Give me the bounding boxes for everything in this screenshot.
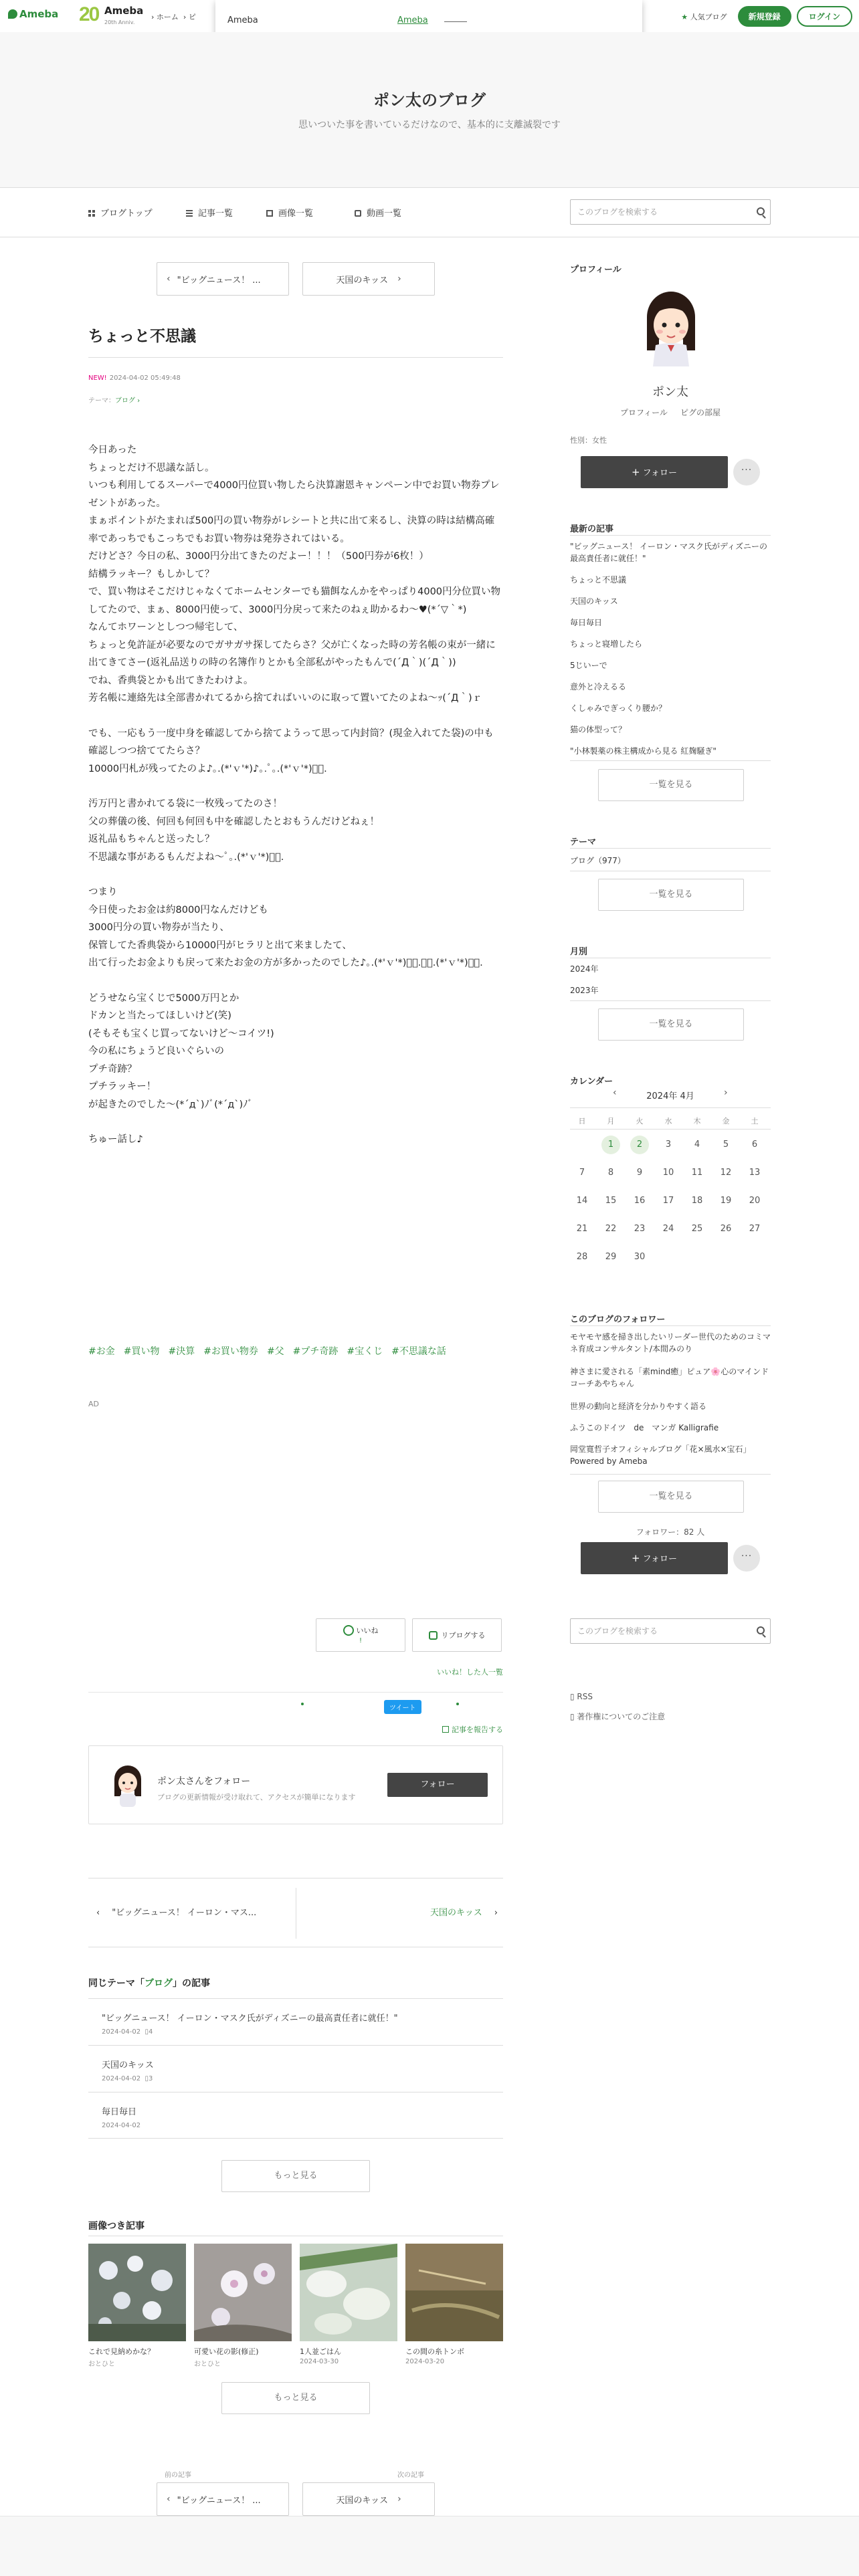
related-more-button[interactable]: もっと見る (221, 2160, 370, 2192)
follow-box-subtitle: ブログの更新情報が受け取れて、アクセスが簡単になります (157, 1793, 356, 1802)
profile-heading: プロフィール (570, 265, 622, 275)
list-item[interactable]: "ビッグニュース！ イーロン・マスク氏がディズニーの最高責任者に就任！" 2024-04-02 ▯4 (88, 1998, 503, 2045)
month-link[interactable]: 2023年 (570, 986, 599, 995)
related-title: 同じテーマ「ブログ」の記事 (88, 1978, 210, 1989)
calendar-day: 20 (749, 1196, 761, 1206)
popular-blog-link[interactable]: ★ 人気ブログ (681, 12, 727, 21)
next-label: 次の記事 (397, 2472, 424, 2479)
plus-icon: + (632, 466, 640, 478)
hashtag-list (88, 1344, 446, 1358)
calendar-weekday: 土 (751, 1117, 759, 1125)
divider (570, 535, 771, 536)
anniversary-logo: 20 Ameba 20th Anniv. (79, 3, 144, 25)
theme-list-more-button[interactable]: 一覧を見る (598, 879, 744, 911)
blog-title[interactable]: ポン太のブログ (373, 91, 486, 110)
list-item[interactable]: 天国のキッス 2024-04-02 ▯3 (88, 2045, 503, 2092)
next-article-button[interactable]: 天国のキッス › (302, 262, 435, 296)
hashtag[interactable]: #お金 (88, 1346, 115, 1357)
calendar-day: 29 (605, 1252, 617, 1262)
rss-link[interactable]: ▯ RSS (570, 1692, 593, 1701)
follower-link[interactable]: ふうこのドイツ de マンガ Kalligrafie (570, 1423, 719, 1432)
document-icon: ▯ (570, 1712, 577, 1721)
follow-box (88, 1745, 503, 1824)
hashtag[interactable]: #不思議な話 (391, 1346, 446, 1357)
calendar-day: 9 (636, 1168, 643, 1178)
plus-icon: + (632, 1552, 640, 1564)
share-divider (88, 1692, 503, 1693)
follow-box-title: ポン太さんをフォロー (157, 1776, 251, 1787)
tweet-button[interactable]: ツイート (384, 1700, 421, 1714)
thumbnail-title[interactable]: 1人並ごはん (300, 2347, 341, 2356)
calendar-weekday: 日 (578, 1117, 586, 1125)
blog-nav (0, 187, 859, 237)
paragraph: つまり 今日使ったお金は約8000円なんだけども 3000円分の買い物券が当たり、 保管してた香典袋から10000円がヒラリと出て来ましたて、 出て行ったお金よりも戻って来たお金の方が多かったのでした♪｡.(*'ｖ'*)ﾟ｡.ﾟ｡.(*'ｖ'*)ﾟ｡. (88, 887, 483, 968)
search-icon[interactable] (757, 1626, 765, 1634)
more-options-button[interactable]: ··· (733, 1545, 760, 1572)
thumbnail[interactable] (88, 2244, 186, 2341)
sidebar-search-input[interactable]: このブログを検索する (570, 1618, 771, 1644)
theme-link[interactable]: ブログ (115, 397, 135, 405)
thumbnail-title[interactable]: 可愛い花の影(修正) (194, 2347, 259, 2356)
thumbnail-title[interactable]: この間の糸トンボ (405, 2347, 464, 2356)
divider (570, 1129, 771, 1130)
related-theme-link[interactable]: ブログ (145, 1978, 173, 1989)
followers-heading: このブログのフォロワー (570, 1315, 666, 1325)
article-navigation (88, 1878, 503, 1947)
comment-icon: ▯ (145, 2075, 149, 2082)
followers-more-button[interactable]: 一覧を見る (598, 1481, 744, 1513)
comment-icon: ▯ (145, 2028, 149, 2036)
latest-article-link[interactable]: くしゃみでぎっくり腰か？ (570, 704, 667, 713)
latest-heading: 最新の記事 (570, 524, 614, 534)
paragraph: 今日あった ちょっとだけ不思議な話し。 いつも利用してるスーパーで4000円位買い物したら決算謝恩キャンペーン中でお買い物券プレゼントがあった。 まぁポイントがたまれば500円の買い物券がレシートと共に出て来るし、決算の時は結構高確率であっちでもこっちでもお買い物券は発券されてはいる。 だけどさ？今日の私、3000円分出てきたのだよー！！！（500円券が6枚！） 結構ラッキー？もしかして？ で、買い物はそこだけじゃなくてホームセンターでも猫餌なんかをやっぱり4000円分位買い物してたので、まぁ、8000円使って、3000円分戻って来たのねぇ助かるわ〜♥(*´▽｀*) なんてホワーンとしつつ帰宅して、 ちょっと免許証が必要なのでガサガサ探してたらさ？父が亡くなった時の芳名帳の束が一緒に出てきてさー(返礼品送りの時の名簿作りとかも全部私がやったもんで(´Д｀)(´Д｀)) でね、香典袋とかも出てきたわけよ。 芳名帳に連絡先は全部書かれてるから捨てればいいのに取って置いてたのよね〜ｯ(´Д｀)ｒ (88, 445, 501, 704)
footer-strip (0, 2516, 859, 2576)
calendar-day: 19 (720, 1196, 732, 1206)
pig-room-link[interactable]: ピグの部屋 (680, 408, 721, 417)
hashtag[interactable]: #父 (266, 1346, 284, 1357)
month-link[interactable]: 2024年 (570, 964, 599, 974)
calendar-day[interactable]: 2 (630, 1136, 649, 1154)
share-dot (301, 1703, 304, 1705)
follower-link[interactable]: 岡堂寛哲子オフィシャルブログ「花×風水×宝石」Powered by Ameba (570, 1444, 751, 1466)
hashtag[interactable]: #買い物 (123, 1346, 160, 1357)
paragraph: 汚万円と書かれてる袋に一枚残ってたのさ！ 父の葬儀の後、何回も何回も中を確認したとおもうんだけどねぇ！ 返礼品もちゃんと送ったし？ 不思議な事があるもんだよね〜ﾟ｡.(*'ｖ'*)ﾟ｡. (88, 798, 379, 863)
hashtag[interactable]: #決算 (168, 1346, 195, 1357)
ameba-logo[interactable]: Ameba (8, 8, 58, 20)
list-icon (186, 210, 193, 217)
calendar-day: 22 (605, 1224, 617, 1234)
calendar-day: 17 (662, 1196, 674, 1206)
calendar-day: 12 (720, 1168, 732, 1178)
divider (570, 848, 771, 849)
like-count: ! (359, 1637, 362, 1644)
latest-article-link[interactable]: 毎日毎日 (570, 618, 603, 627)
nav-video-list[interactable]: 動画一覧 (355, 206, 401, 219)
latest-list-more-button[interactable]: 一覧を見る (598, 769, 744, 801)
follower-link[interactable]: モヤモヤ感を掃き出したいリーダー世代のためのコミマネ育成コンサルタント/本間みのり (570, 1332, 771, 1354)
divider (570, 1474, 771, 1475)
star-icon: ★ (681, 12, 688, 21)
rss-icon: ▯ (570, 1692, 577, 1701)
divider (570, 1000, 771, 1001)
latest-article-link[interactable]: "ビッグニュース！ イーロン・マスク氏がディズニーの最高責任者に就任！" (570, 542, 768, 563)
thumbnail-meta: 2024-03-30 (300, 2358, 339, 2365)
thumbnail-meta: 2024-03-20 (405, 2358, 445, 2365)
article-datetime: 2024-04-02 05:49:48 (109, 374, 181, 382)
avatar (106, 1763, 149, 1807)
reblog-icon (429, 1631, 438, 1640)
calendar-weekday: 月 (607, 1117, 615, 1125)
profile-name: ポン太 (652, 385, 688, 399)
divider (570, 1107, 771, 1108)
flag-icon (442, 1726, 449, 1733)
latest-article-link[interactable]: 猫の体型って？ (570, 725, 627, 734)
calendar-day[interactable]: 1 (601, 1136, 620, 1154)
latest-article-link[interactable]: 天国のキッス (570, 597, 618, 606)
copyright-link[interactable]: ▯ 著作権についてのご注意 (570, 1712, 666, 1721)
calendar-month: 2024年 4月 (646, 1091, 694, 1101)
calendar-next-button[interactable]: › (724, 1087, 728, 1098)
chevron-left-icon: ‹ (167, 2494, 171, 2504)
article-body (88, 441, 503, 1149)
theme-link[interactable]: ブログ（977） (570, 856, 626, 865)
prev-article-link[interactable]: ‹ "ビッグニュース！ イーロン・マス... (96, 1908, 257, 1918)
blog-search-input[interactable]: このブログを検索する (570, 199, 771, 225)
follower-count: フォロワー：82 人 (636, 1527, 705, 1537)
report-article-link[interactable]: 記事を報告する (442, 1724, 503, 1735)
calendar-day: 3 (665, 1140, 672, 1150)
prev-label: 前の記事 (165, 2472, 191, 2479)
calendar-day: 15 (605, 1196, 617, 1206)
popup-underline (444, 21, 467, 22)
latest-article-link[interactable]: ちょっと不思議 (570, 575, 627, 584)
nav-article-list[interactable]: 記事一覧 (186, 206, 233, 219)
latest-article-link[interactable]: 意外と冷えるる (570, 682, 627, 691)
calendar-day: 5 (723, 1140, 729, 1150)
divider (570, 1325, 771, 1326)
calendar-heading: カレンダー (570, 1077, 613, 1087)
prev-article-button[interactable]: ‹ "ビッグニュース！ ... (157, 2482, 289, 2516)
hashtag[interactable]: #お買い物券 (203, 1346, 258, 1357)
share-dot (456, 1703, 459, 1705)
thumbnail-meta: おとひと (88, 2361, 115, 2368)
profile-gender: 性別：女性 (570, 436, 607, 445)
register-button[interactable]: 新規登録 (738, 6, 791, 27)
image-articles-title: 画像つき記事 (88, 2221, 145, 2232)
monthly-list-more-button[interactable]: 一覧を見る (598, 1008, 744, 1041)
nav-image-list[interactable]: 画像一覧 (266, 206, 313, 219)
chevron-right-icon: › (397, 2494, 401, 2504)
blog-description: 思いついた事を書いているだけなので、基本的に支離滅裂です (298, 120, 561, 130)
follower-link[interactable]: 世界の動向と経済を分かりやすく語る (570, 1402, 707, 1411)
calendar-weekday: 水 (664, 1117, 672, 1125)
calendar-day: 10 (662, 1168, 674, 1178)
nav-blog-top[interactable]: ブログトップ (88, 206, 153, 219)
chevron-right-icon: › (397, 274, 401, 284)
hashtag[interactable]: #プチ奇跡 (292, 1346, 339, 1357)
calendar-day: 13 (749, 1168, 761, 1178)
follow-button[interactable]: フォロー (387, 1773, 488, 1797)
calendar-day: 8 (607, 1168, 614, 1178)
thumbnail[interactable] (194, 2244, 292, 2341)
latest-article-link[interactable]: ちょっと寝増したら (570, 639, 643, 649)
calendar-day: 16 (634, 1196, 646, 1206)
calendar-day: 6 (751, 1140, 758, 1150)
calendar-day: 27 (749, 1224, 761, 1234)
calendar-day: 21 (576, 1224, 588, 1234)
image-articles-more-button[interactable]: もっと見る (221, 2382, 370, 2414)
sidebar-follow-button[interactable]: + フォロー (581, 456, 728, 488)
calendar-prev-button[interactable]: ‹ (613, 1087, 617, 1098)
latest-article-link[interactable]: "小林製薬の株主構成から見る 紅麹騒ぎ" (570, 746, 717, 756)
prev-article-button[interactable]: ‹ "ビッグニュース！ ... (157, 262, 289, 296)
popup-label: Ameba (227, 15, 258, 25)
paragraph: ちゅー話し♪ (88, 1134, 143, 1145)
hashtag[interactable]: #宝くじ (347, 1346, 383, 1357)
calendar-day: 24 (662, 1224, 674, 1234)
image-icon (266, 210, 273, 217)
calendar-weekday: 金 (722, 1117, 730, 1125)
article-title[interactable]: ちょっと不思議 (88, 328, 196, 345)
search-icon[interactable] (757, 207, 765, 215)
calendar-day: 30 (634, 1252, 646, 1262)
title-divider (88, 357, 503, 358)
monthly-heading: 月別 (570, 947, 588, 957)
paragraph: でも、一応もう一度中身を確認してから捨てようって思って内封筒？(現金入れてた袋)の中も確認しつつ捨ててたらさ？ 10000円札が残ってたのよ♪｡.(*'ｖ'*)♪｡.ﾟ｡.(*'ｖ'*)ﾟ｡. (88, 728, 494, 774)
thumbnail[interactable] (300, 2244, 397, 2341)
paragraph: どうせなら宝くじで5000万円とか ドカンと当たってほしいけど(笑) (そもそも宝くじ買ってないけど〜コイツ!) 今の私にちょうど良いぐらいの プチ奇跡？ プチラッキー！ が起きたのでした〜(*´д`)ﾉﾞ(*´д`)ﾉﾞ (88, 992, 274, 1110)
article-meta (88, 374, 181, 382)
reblog-button[interactable]: リブログする (412, 1618, 502, 1652)
breadcrumb: › ホーム › ピ (151, 13, 196, 21)
breadcrumb-home[interactable]: ホーム (156, 13, 179, 21)
article-theme: テーマ：ブログ › (88, 397, 140, 405)
grid-icon (88, 210, 95, 217)
ad-label: AD (88, 1400, 99, 1408)
next-article-link[interactable]: 天国のキッス › (430, 1908, 498, 1918)
thumbnail-title[interactable]: これで見納めかな？ (88, 2347, 155, 2356)
new-badge: NEW! (88, 374, 107, 382)
profile-avatar[interactable] (636, 288, 706, 366)
leaf-icon (8, 9, 17, 19)
calendar-day: 23 (634, 1224, 646, 1234)
theme-heading: テーマ (570, 837, 597, 847)
calendar-day: 18 (691, 1196, 703, 1206)
calendar-day: 28 (576, 1252, 588, 1262)
chevron-left-icon: ‹ (96, 1908, 100, 1918)
profile-link[interactable]: プロフィール (620, 408, 668, 417)
calendar-day: 7 (579, 1168, 585, 1178)
thumbnail[interactable] (405, 2244, 503, 2341)
like-users-link[interactable]: いいね！した人一覧 (437, 1668, 503, 1677)
list-item[interactable]: 毎日毎日 2024-04-02 (88, 2092, 503, 2139)
popup-link[interactable]: Ameba (397, 15, 428, 25)
thumbnail-meta: おとひと (194, 2361, 221, 2368)
login-button[interactable]: ログイン (797, 6, 852, 27)
calendar-weekday: 火 (636, 1117, 644, 1125)
follower-link[interactable]: 神さまに愛される「素mind癒」ピュア🌸心のマインドコーチあやちゃん (570, 1367, 769, 1388)
next-article-button[interactable]: 天国のキッス › (302, 2482, 435, 2516)
calendar-day: 25 (691, 1224, 703, 1234)
calendar-weekday: 木 (693, 1117, 701, 1125)
chevron-left-icon: ‹ (167, 274, 171, 284)
calendar-day: 4 (694, 1140, 700, 1150)
blog-header (0, 32, 859, 187)
chevron-right-icon: › (494, 1908, 498, 1918)
latest-article-link[interactable]: 5じいーで (570, 661, 607, 670)
divider (570, 760, 771, 761)
sidebar-follow-button[interactable]: + フォロー (581, 1542, 728, 1574)
calendar-day: 14 (576, 1196, 588, 1206)
more-options-button[interactable]: ··· (733, 459, 760, 486)
video-icon (355, 210, 361, 217)
like-button[interactable]: いいね ! (316, 1618, 405, 1652)
calendar-day: 11 (691, 1168, 703, 1178)
like-icon (343, 1625, 354, 1636)
calendar-day: 26 (720, 1224, 732, 1234)
